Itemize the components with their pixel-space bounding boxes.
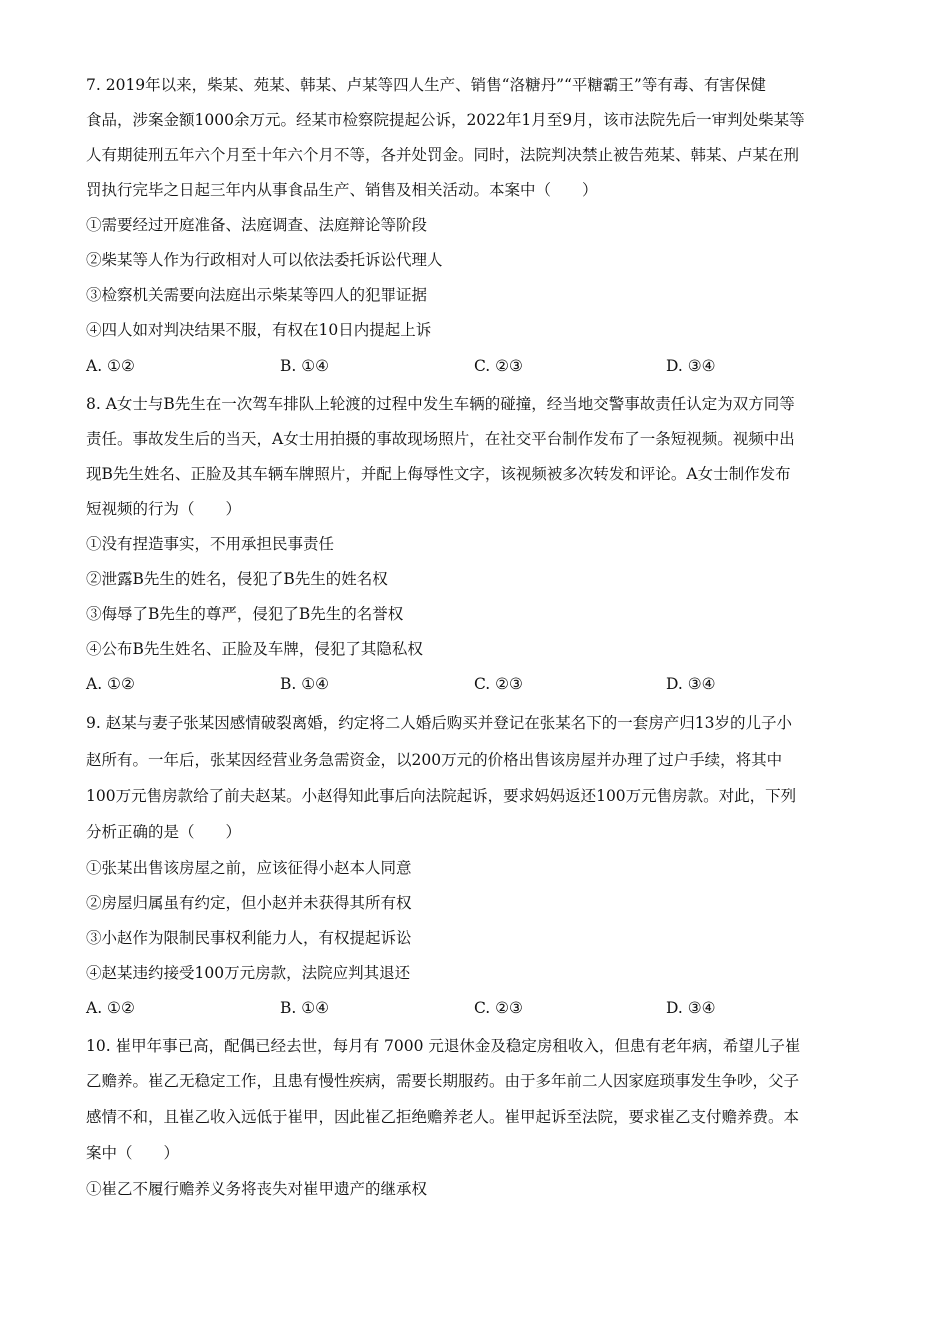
question-stem-line: 短视频的行为（ ）: [86, 500, 242, 518]
statement-item: ④公布B先生姓名、正脸及车牌，侵犯了其隐私权: [86, 640, 423, 658]
question-stem-line: 责任。事故发生后的当天，A女士用拍摄的事故现场照片，在社交平台制作发布了一条短视频。视频中出: [86, 430, 795, 448]
question-stem-line: 10. 崔甲年事已高，配偶已经去世，每月有 7000 元退休金及稳定房租收入，但患有老年病，希望儿子崔: [86, 1037, 801, 1055]
question-stem-line: 现B先生姓名、正脸及其车辆车牌照片，并配上侮辱性文字，该视频被多次转发和评论。A女士制作发布: [86, 465, 791, 483]
option-a[interactable]: A. ①②: [86, 357, 135, 375]
option-b[interactable]: B. ①④: [280, 675, 330, 693]
question-stem-line: 分析正确的是（ ）: [86, 823, 242, 841]
statement-item: ④赵某违约接受100万元房款，法院应判其退还: [86, 964, 411, 982]
option-a[interactable]: A. ①②: [86, 675, 135, 693]
question-stem-line: 乙赡养。崔乙无稳定工作，且患有慢性疾病，需要长期服药。由于多年前二人因家庭琐事发生争吵，父子: [86, 1072, 800, 1090]
option-b[interactable]: B. ①④: [280, 999, 330, 1017]
option-c[interactable]: C. ②③: [474, 675, 523, 693]
question-stem-line: 100万元售房款给了前夫赵某。小赵得知此事后向法院起诉，要求妈妈返还100万元售房款。对此，下列: [86, 787, 797, 805]
option-a[interactable]: A. ①②: [86, 999, 135, 1017]
statement-item: ①张某出售该房屋之前，应该征得小赵本人同意: [86, 859, 412, 877]
question-stem-line: 赵所有。一年后，张某因经营业务急需资金，以200万元的价格出售该房屋并办理了过户手续，将其中: [86, 751, 783, 769]
option-d[interactable]: D. ③④: [666, 675, 716, 693]
statement-item: ③侮辱了B先生的尊严，侵犯了B先生的名誉权: [86, 605, 404, 623]
statement-item: ④四人如对判决结果不服，有权在10日内提起上诉: [86, 321, 432, 339]
statement-item: ③小赵作为限制民事权利能力人，有权提起诉讼: [86, 929, 412, 947]
statement-item: ②柴某等人作为行政相对人可以依法委托诉讼代理人: [86, 251, 443, 269]
question-stem-line: 人有期徒刑五年六个月至十年六个月不等，各并处罚金。同时，法院判决禁止被告苑某、韩某、卢某在刑: [86, 146, 800, 164]
statement-item: ①需要经过开庭准备、法庭调查、法庭辩论等阶段: [86, 216, 428, 234]
question-stem-line: 9. 赵某与妻子张某因感情破裂离婚，约定将二人婚后购买并登记在张某名下的一套房产归13岁的儿子小: [86, 714, 792, 732]
question-stem-line: 7. 2019年以来，柴某、苑某、韩某、卢某等四人生产、销售“洛糖丹”“平糖霸王”等有毒、有害保健: [86, 76, 766, 94]
question-stem-line: 8. A女士与B先生在一次驾车排队上轮渡的过程中发生车辆的碰撞，经当地交警事故责任认定为双方同等: [86, 395, 795, 413]
statement-item: ②泄露B先生的姓名，侵犯了B先生的姓名权: [86, 570, 388, 588]
question-stem-line: 感情不和，且崔乙收入远低于崔甲，因此崔乙拒绝赡养老人。崔甲起诉至法院，要求崔乙支付赡养费。本: [86, 1108, 800, 1126]
question-stem-line: 案中（ ）: [86, 1144, 180, 1162]
option-c[interactable]: C. ②③: [474, 999, 523, 1017]
option-d[interactable]: D. ③④: [666, 999, 716, 1017]
option-c[interactable]: C. ②③: [474, 357, 523, 375]
question-stem-line: 罚执行完毕之日起三年内从事食品生产、销售及相关活动。本案中（ ）: [86, 181, 598, 199]
option-d[interactable]: D. ③④: [666, 357, 716, 375]
statement-item: ①崔乙不履行赡养义务将丧失对崔甲遗产的继承权: [86, 1180, 428, 1198]
statement-item: ③检察机关需要向法庭出示柴某等四人的犯罪证据: [86, 286, 428, 304]
option-b[interactable]: B. ①④: [280, 357, 330, 375]
question-stem-line: 食品，涉案金额1000余万元。经某市检察院提起公诉，2022年1月至9月，该市法院先后一审判处柴某等: [86, 111, 805, 129]
statement-item: ②房屋归属虽有约定，但小赵并未获得其所有权: [86, 894, 412, 912]
statement-item: ①没有捏造事实，不用承担民事责任: [86, 535, 335, 553]
